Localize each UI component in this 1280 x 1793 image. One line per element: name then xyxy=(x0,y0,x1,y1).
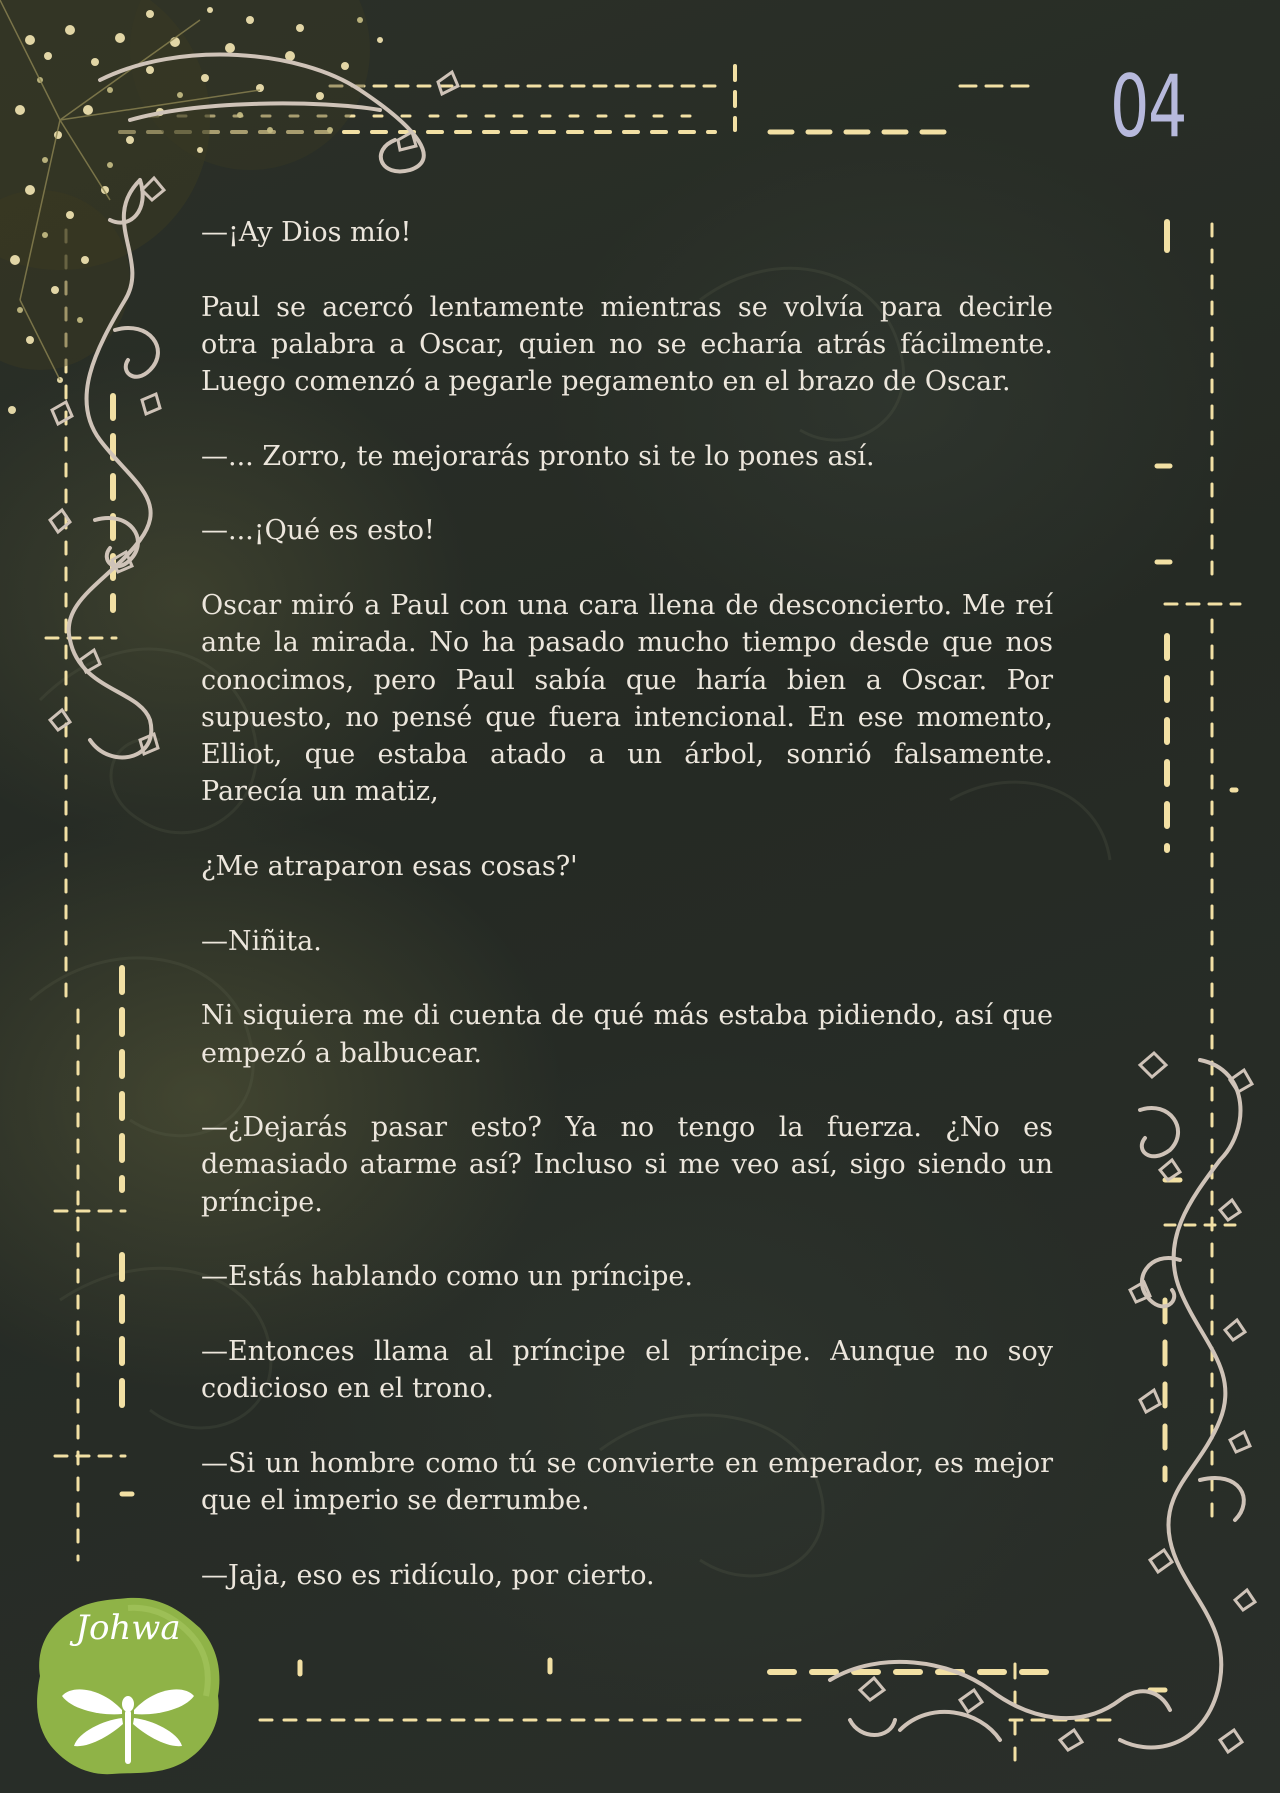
paragraph-3: —... Zorro, te mejorarás pronto si te lo pones así. xyxy=(201,440,875,472)
paragraph-10: —Estás hablando como un príncipe. xyxy=(201,1261,693,1293)
text-body xyxy=(201,214,1053,1631)
paragraph-6: ¿Me atraparon esas cosas?' xyxy=(201,851,578,883)
paragraph-8: Ni siquiera me di cuenta de qué más estaba pidiendo, así que empezó a balbucear. xyxy=(201,1000,1053,1069)
johwa-logo xyxy=(32,1592,224,1777)
paragraph-2: Paul se acercó lentamente mientras se volvía para decirle otra palabra a Oscar, quien no se echaría atrás fácilmente. Luego comenzó a pegarle pegamento en el brazo de Oscar. xyxy=(201,291,1053,398)
paragraph-12: —Si un hombre como tú se convierte en emperador, es mejor que el imperio se derrumbe. xyxy=(201,1447,1053,1517)
paragraph-13: —Jaja, eso es ridículo, por cierto. xyxy=(201,1559,655,1591)
paragraph-11: —Entonces llama al príncipe el príncipe. Aunque no soy codicioso en el trono. xyxy=(201,1335,1053,1405)
paragraph-9: —¿Dejarás pasar esto? Ya no tengo la fuerza. ¿No es demasiado atarme así? Incluso si me veo así, sigo siendo un príncipe. xyxy=(201,1112,1053,1218)
paragraph-1: —¡Ay Dios mío! xyxy=(201,217,412,248)
paragraph-5: Oscar miró a Paul con una cara llena de desconcierto. Me reí ante la mirada. No ha pasado mucho tiempo desde que nos conocimos, pero Paul sabía que haría bien a Oscar. Por supuesto, no pensé que fuera intencional. En ese momento, Elliot, que estaba atado a un árbol, sonrió falsamente. Parecía un matiz, xyxy=(201,589,1053,808)
logo-text: Johwa xyxy=(75,1608,181,1648)
page-number: 04 xyxy=(1110,57,1186,157)
paragraph-7: —Niñita. xyxy=(201,925,322,957)
paragraph-4: —...¡Qué es esto! xyxy=(201,515,435,547)
